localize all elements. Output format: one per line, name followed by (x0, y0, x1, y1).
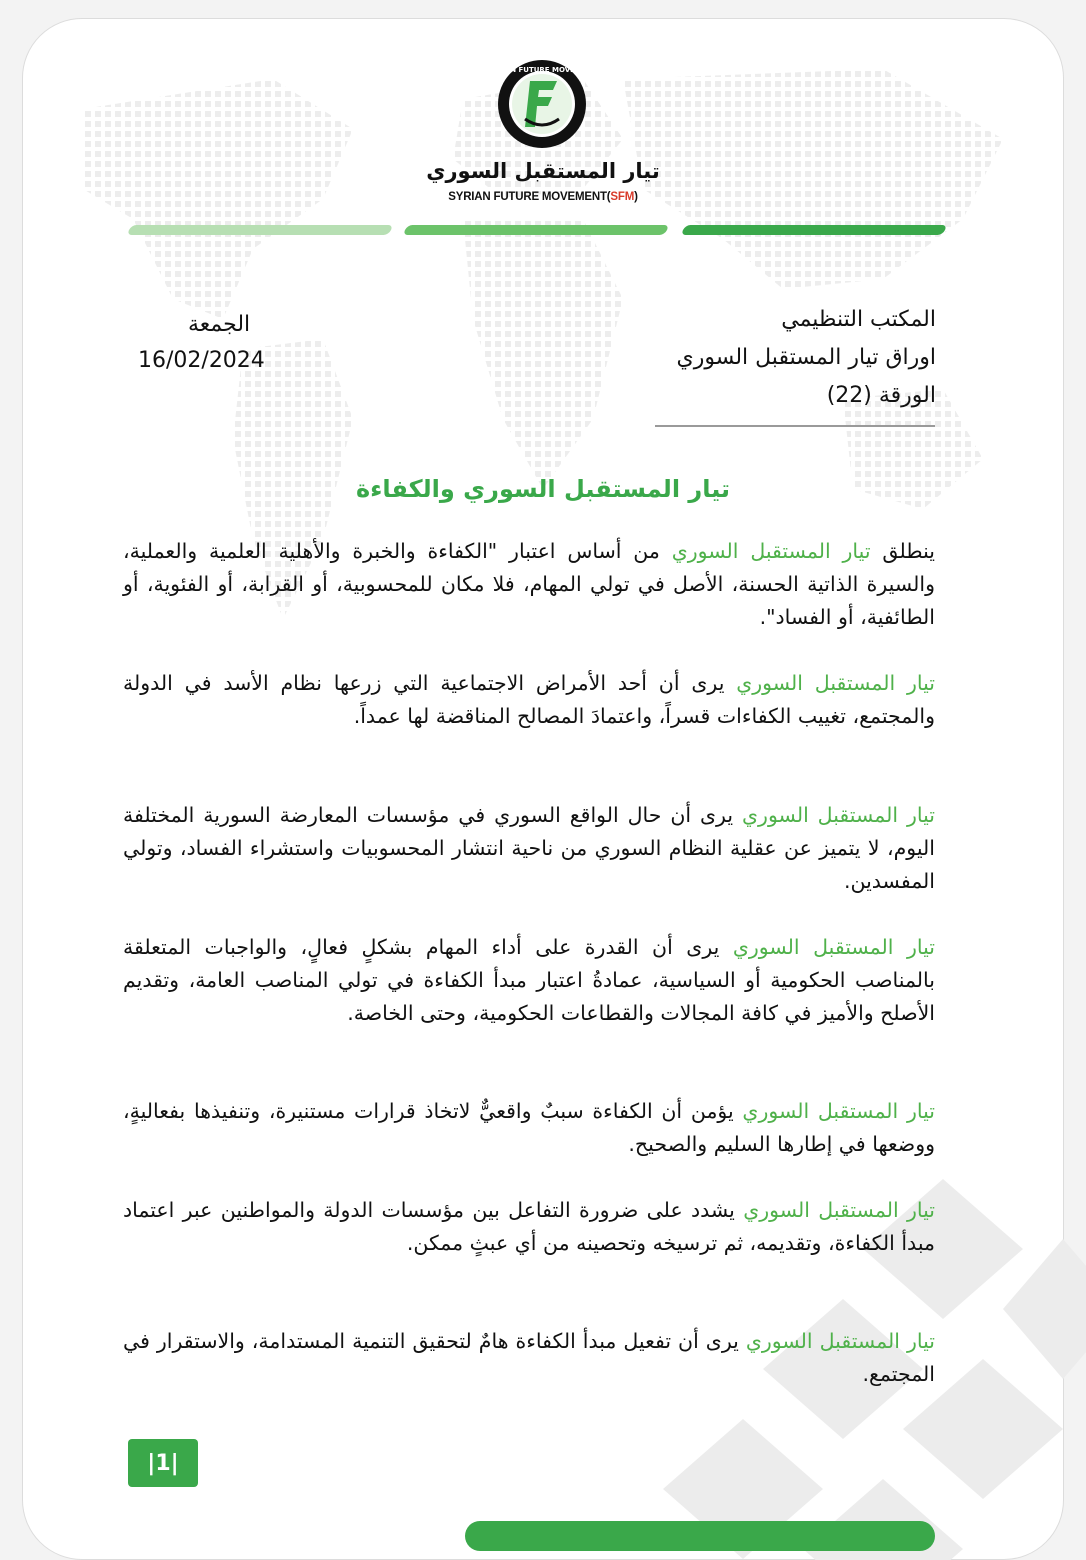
paragraph-lead: تيار المستقبل السوري (742, 803, 935, 827)
paragraph: تيار المستقبل السوري يرى أن أحد الأمراض الاجتماعية التي زرعها نظام الأسد في الدولة والمجتمع، تغييب الكفاءات قسراً، واعتمادَ المصالح المناقضة لها عمداً. (123, 671, 936, 728)
day-name: الجمعة (188, 312, 251, 337)
paragraph-lead: تيار المستقبل السوري (732, 935, 936, 959)
header-stripe-light (127, 225, 394, 235)
paragraph: تيار المستقبل السوري يرى أن تفعيل مبدأ الكفاءة هامٌ لتحقيق التنمية المستدامة، والاستقرار في المجتمع. (123, 1329, 935, 1386)
header-divider (655, 425, 935, 427)
paper-number: الورقة (22) (826, 383, 936, 408)
document-header-info (583, 301, 936, 415)
logo-ring-text: SYRIAN FUTURE MOVEMENT (486, 66, 598, 74)
series-name: اوراق تيار المستقبل السوري (676, 345, 936, 370)
paragraph-lead: تيار المستقبل السوري (736, 671, 936, 695)
office-name: المكتب التنظيمي (781, 307, 936, 332)
paragraph: تيار المستقبل السوري يشدد على ضرورة التفاعل بين مؤسسات الدولة والمواطنين عبر اعتماد مبدأ الكفاءة، وتقديمه، ثم ترسيخه وتحصينه من أي عبثٍ ممكن. (123, 1198, 935, 1255)
brand-abbr: SFM (610, 191, 635, 203)
header-stripe-mid (403, 225, 670, 235)
f-letter-logo-icon (486, 59, 598, 149)
paragraph-lead: تيار المستقبل السوري (671, 539, 871, 563)
paragraph: تيار المستقبل السوري يرى أن القدرة على أداء المهام بشكلٍ فعالٍ، والواجبات المتعلقة بالمناصب الحكومية أو السياسية، عمادةُ اعتبار مبدأ الكفاءة في تولي المناصب العامة، وتقديم الأصلح والأميز في كافة المجالات والقطاعات الحكومية، وحتى الخاصة. (123, 935, 936, 1025)
document-date: 16/02/2024 (138, 348, 265, 373)
brand-name-english: SYRIAN FUTURE MOVEMENT(SFM) (448, 191, 638, 203)
paragraph: تيار المستقبل السوري يرى أن حال الواقع السوري في مؤسسات المعارضة السورية المختلفة اليوم، لا يتميز عن عقلية النظام السوري من ناحية انتشار المحسوبيات واستشراء الفساد، وتولي المفسدين. (123, 803, 935, 893)
paragraph-lead: تيار المستقبل السوري (743, 1198, 935, 1222)
header-stripe-dark (681, 225, 948, 235)
footer-bar (465, 1521, 935, 1551)
document-title: تيار المستقبل السوري والكفاءة (355, 475, 731, 503)
paragraph-lead: تيار المستقبل السوري (745, 1329, 935, 1353)
page-number-badge: |1| (128, 1439, 198, 1487)
paragraph: ينطلق تيار المستقبل السوري من أساس اعتبار "الكفاءة والخبرة والأهلية العلمية والعملية، والسيرة الذاتية الحسنة، الأصل في تولي المهام، فلا مكان للمحسوبية، أو القرابة، أو الفئوية، أو الطائفية، أو الفساد". (123, 539, 935, 629)
paragraph: تيار المستقبل السوري يؤمن أن الكفاءة سببٌ واقعيٌّ لاتخاذ قرارات مستنيرة، وتنفيذها بفعاليةٍ، ووضعها في إطارها السليم والصحيح. (123, 1099, 935, 1156)
brand-name-arabic: تيار المستقبل السوري (426, 159, 660, 183)
document-page (22, 18, 1064, 1560)
paragraph-lead: تيار المستقبل السوري (742, 1099, 935, 1123)
document-date-block (138, 307, 318, 379)
